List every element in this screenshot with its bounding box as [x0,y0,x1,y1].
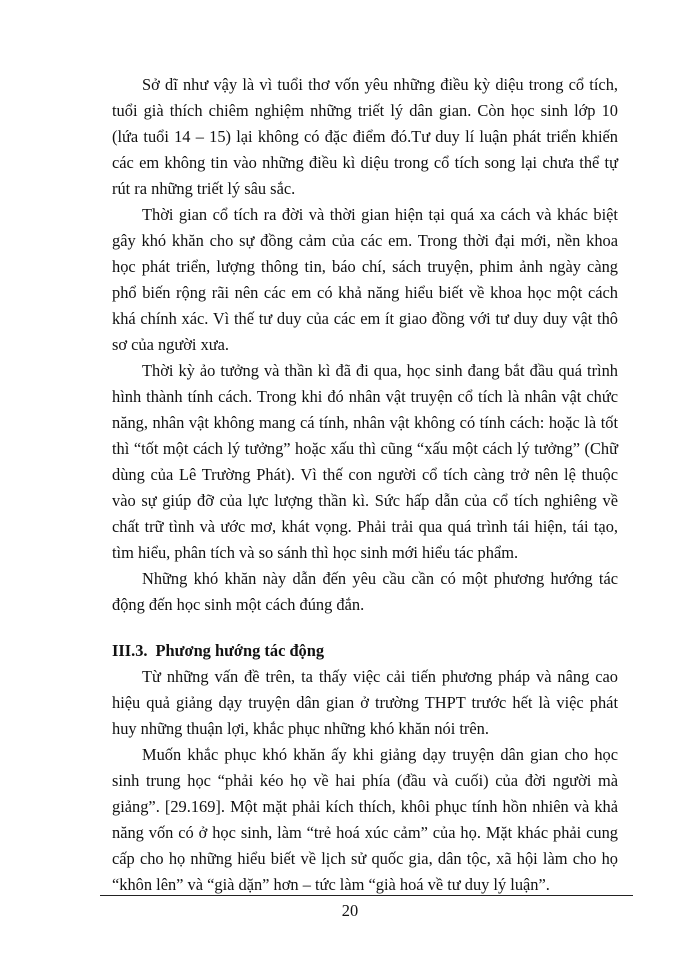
section-number: III.3. [112,641,148,660]
paragraph: Thời gian cổ tích ra đời và thời gian hiện tại quá xa cách và khác biệt gây khó khăn cho sự đồng cảm của các em. Trong thời đại mới, nền khoa học phát triển, lượng thông tin, báo chí, sách truyện, phim ảnh ngày càng phổ biến rộng rãi nên các em có khả năng hiểu biết về khoa học một cách khá chính xác. Vì thế tư duy của các em ít giao đồng với tư duy duy vật thô sơ của người xưa. [112,205,618,354]
paragraph: Thời kỳ ảo tưởng và thần kì đã đi qua, học sinh đang bắt đầu quá trình hình thành tính cách. Trong khi đó nhân vật truyện cổ tích là nhân vật chức năng, nhân vật không mang cá tính, nhân vật không có tính cách: hoặc là tốt thì “tốt một cách lý tưởng” hoặc xấu thì cũng “xấu một cách lý tưởng” (Chữ dùng của Lê Trường Phát). Vì thế con người cổ tích càng trở nên lệ thuộc vào sự giúp đỡ của lực lượng thần kì. Sức hấp dẫn của cổ tích nghiêng về chất trữ tình và ước mơ, khát vọng. Phải trải qua quá trình tái hiện, tái tạo, tìm hiểu, phân tích và so sánh thì học sinh mới hiểu tác phẩm. [112,361,618,562]
paragraph: Những khó khăn này dẫn đến yêu cầu cần có một phương hướng tác động đến học sinh một cách đúng đắn. [112,569,618,614]
section-heading [112,638,618,664]
footer-divider [100,895,633,896]
paragraph: Muốn khắc phục khó khăn ấy khi giảng dạy truyện dân gian cho học sinh trung học “phải kéo họ về hai phía (đầu và cuối) của đời người mà giảng”. [29.169]. Một mặt phải kích thích, khôi phục tính hồn nhiên và khả năng vốn có ở học sinh, làm “trẻ hoá xúc cảm” của họ. Mặt khác phải cung cấp cho họ những hiểu biết về lịch sử quốc gia, dân tộc, xã hội làm cho họ “khôn lên” và “già dặn” hơn – tức làm “già hoá về tư duy lý luận”. [112,745,618,894]
page-number: 20 [341,901,359,920]
page-body [112,72,618,898]
paragraph: Sở dĩ như vậy là vì tuổi thơ vốn yêu những điều kỳ diệu trong cổ tích, tuổi già thích chiêm nghiệm những triết lý dân gian. Còn học sinh lớp 10 (lứa tuổi 14 – 15) lại không có đặc điểm đó.Tư duy lí luận phát triển khiến các em không tin vào những điều kì diệu trong cổ tích song lại chưa thể tự rút ra những triết lý sâu sắc. [112,75,618,198]
section-title: Phương hướng tác động [155,641,325,660]
paragraph: Từ những vấn đề trên, ta thấy việc cải tiến phương pháp và nâng cao hiệu quả giảng dạy truyện dân gian ở trường THPT trước hết là việc phát huy những thuận lợi, khắc phục những khó khăn nói trên. [112,667,618,738]
